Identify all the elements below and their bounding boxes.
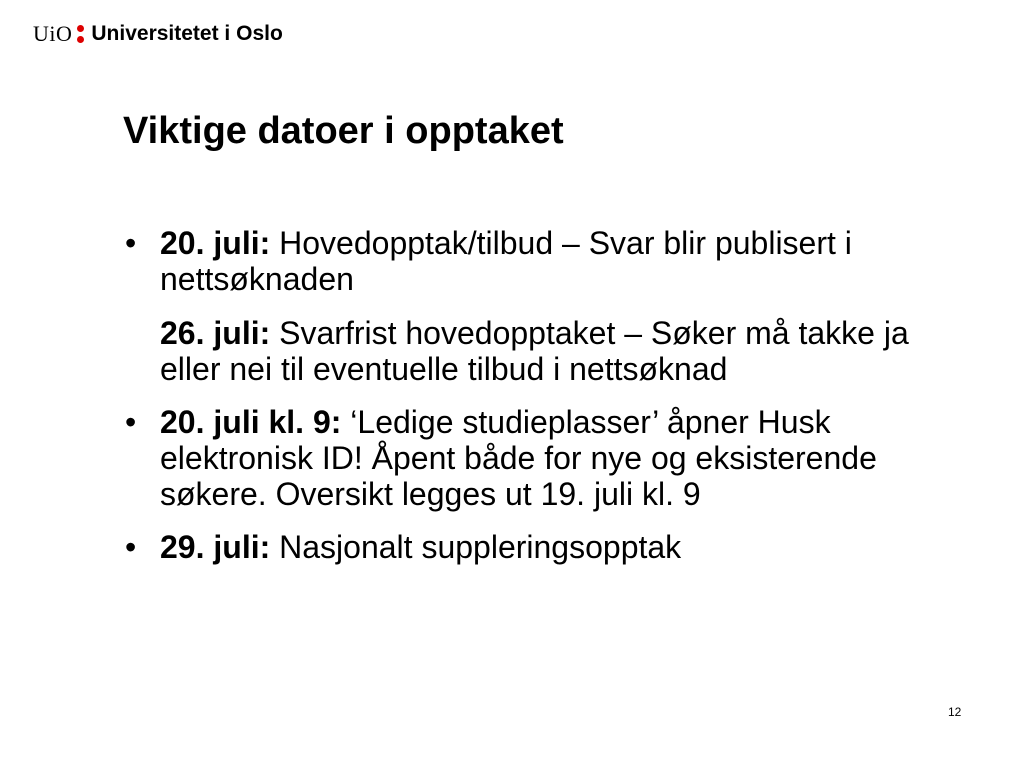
date-description: ‘Ledige studieplasser’ åpner Husk elektronisk ID! Åpent både for nye og eksisterende søkere. Oversikt legges ut 19. juli kl. 9 bbox=[160, 404, 877, 512]
date-entry bbox=[160, 315, 963, 387]
date-entry bbox=[160, 225, 963, 297]
date-label: 29. juli: bbox=[160, 529, 271, 565]
bullet-icon: • bbox=[125, 529, 137, 565]
date-label: 20. juli kl. 9: bbox=[160, 404, 342, 440]
bullet-item bbox=[123, 529, 963, 565]
logo-dots-icon bbox=[77, 25, 84, 43]
date-entry bbox=[160, 529, 963, 565]
date-description: Nasjonalt suppleringsopptak bbox=[270, 529, 682, 565]
bullet-icon: • bbox=[125, 404, 137, 440]
logo-university-name: Universitetet i Oslo bbox=[91, 22, 283, 45]
uio-logo bbox=[33, 18, 283, 50]
page-number: 12 bbox=[948, 705, 962, 719]
date-label: 20. juli: bbox=[160, 225, 271, 261]
logo-abbreviation: UiO bbox=[33, 21, 73, 46]
slide-content bbox=[123, 225, 963, 582]
date-description: Hovedopptak/tilbud – Svar blir publisert i nettsøknaden bbox=[160, 225, 852, 297]
date-entry bbox=[160, 404, 963, 512]
date-label: 26. juli: bbox=[160, 315, 271, 351]
bullet-item bbox=[123, 404, 963, 512]
bullet-item bbox=[123, 225, 963, 387]
bullet-icon: • bbox=[125, 225, 137, 261]
date-description: Svarfrist hovedopptaket – Søker må takke ja eller nei til eventuelle tilbud i nettsøknad bbox=[160, 315, 909, 387]
slide-title: Viktige datoer i opptaket bbox=[123, 110, 564, 152]
